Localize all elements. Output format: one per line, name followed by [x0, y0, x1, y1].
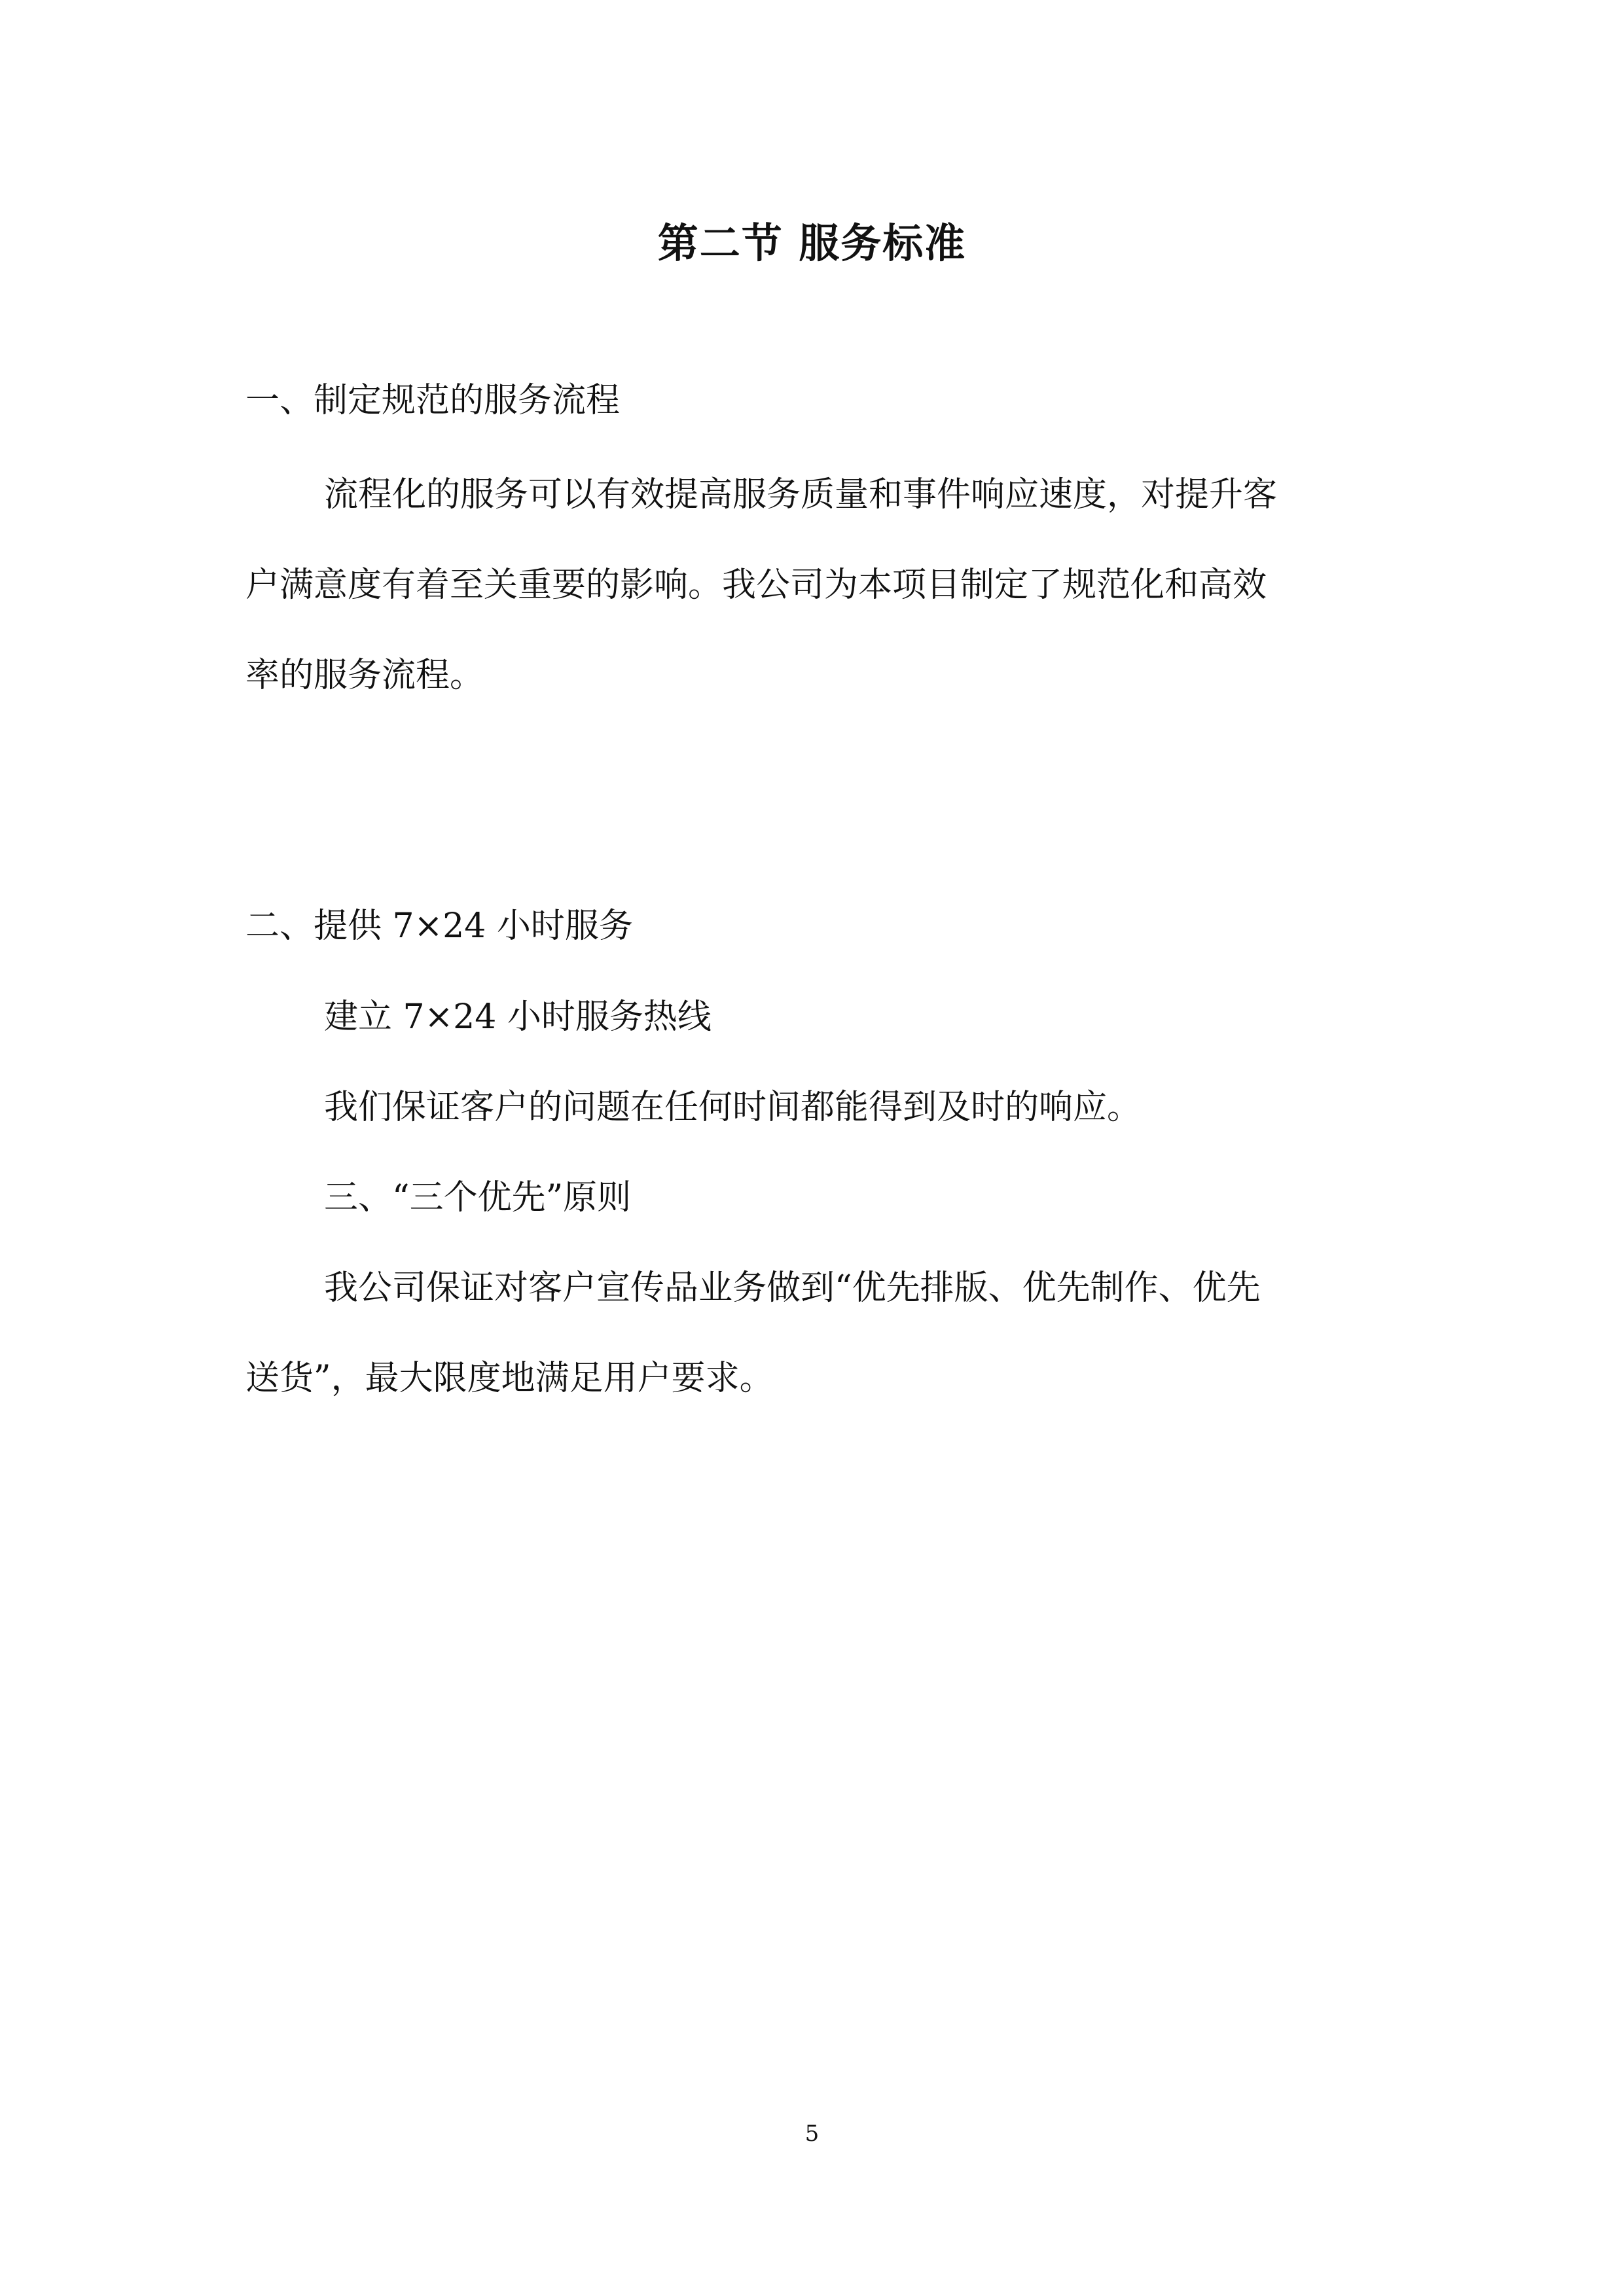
section-1-paragraph-line-3: 率的服务流程。 [245, 656, 484, 695]
section-3-heading: 三、“三个优先”原则 [324, 1178, 632, 1217]
section-2-text: 我们保证客户的问题在任何时间都能得到及时的响应。 [324, 1088, 1142, 1127]
section-3-paragraph-line-1: 我公司保证对客户宣传品业务做到“优先排版、优先制作、优先 [324, 1268, 1261, 1308]
page-number: 5 [804, 2121, 820, 2147]
section-2-heading: 二、提供 7×24 小时服务 [245, 906, 633, 946]
section-2-sub-item: 建立 7×24 小时服务热线 [324, 997, 712, 1037]
page-title: 第二节 服务标准 [657, 219, 967, 267]
section-3-paragraph-line-2: 送货”，最大限度地满足用户要求。 [245, 1359, 774, 1398]
section-1-paragraph-line-2: 户满意度有着至关重要的影响。我公司为本项目制定了规范化和高效 [245, 565, 1267, 605]
section-1-paragraph-line-1: 流程化的服务可以有效提高服务质量和事件响应速度，对提升客 [324, 475, 1278, 514]
section-1-heading: 一、制定规范的服务流程 [245, 381, 621, 420]
